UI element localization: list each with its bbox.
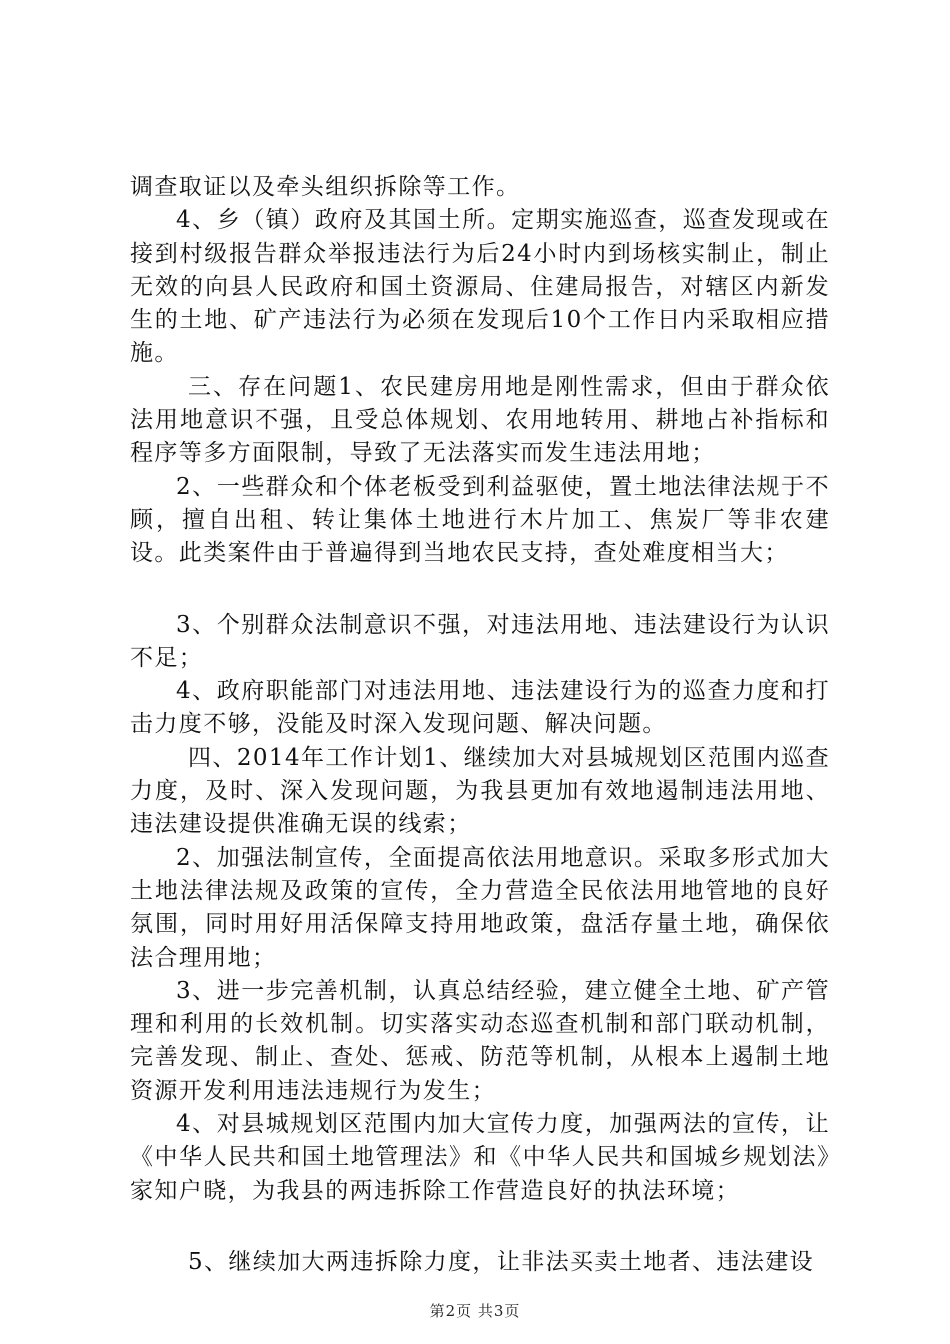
paragraph-section-problems: 三、存在问题1、农民建房用地是刚性需求，但由于群众依法用地意识不强，且受总体规划、农用地转用、耕地占补指标和程序等多方面限制，导致了无法落实而发生违法用地； bbox=[130, 373, 830, 467]
paragraph-problem-4: 4、政府职能部门对违法用地、违法建设行为的巡查力度和打击力度不够，没能及时深入发现问题、解决问题。 bbox=[130, 678, 830, 738]
paragraph-plan-4: 4、对县城规划区范围内加大宣传力度，加强两法的宣传，让《中华人民共和国土地管理法》和《中华人民共和国城乡规划法》家知户晓，为我县的两违拆除工作营造良好的执法环境； bbox=[130, 1111, 830, 1204]
paragraph-plan-5: 5、继续加大两违拆除力度，让非法买卖土地者、违法建设 bbox=[188, 1248, 815, 1275]
page-number-footer: 第2页 共3页 bbox=[429, 1302, 521, 1320]
paragraph-township-duties: 4、乡（镇）政府及其国土所。定期实施巡查，巡查发现或在接到村级报告群众举报违法行为后24小时内到场核实制止，制止无效的向县人民政府和国土资源局、住建局报告，对辖区内新发生的土地、矿产违法行为必须在发现后10个工作日内采取相应措施。 bbox=[130, 207, 830, 367]
paragraph-gap bbox=[130, 571, 830, 609]
paragraph-plan-3: 3、进一步完善机制，认真总结经验，建立健全土地、矿产管理和利用的长效机制。切实落实动态巡查机制和部门联动机制，完善发现、制止、查处、惩戒、防范等机制，从根本上遏制土地资源开发利用违法违规行为发生； bbox=[130, 977, 830, 1104]
paragraph-problem-2: 2、一些群众和个体老板受到利益驱使，置土地法律法规于不顾，擅自出租、转让集体土地进行木片加工、焦炭厂等非农建设。此类案件由于普遍得到当地农民支持，查处难度相当大； bbox=[130, 473, 830, 567]
paragraph-problem-3: 3、个别群众法制意识不强，对违法用地、违法建设行为认识不足； bbox=[130, 611, 830, 671]
paragraph-continuation: 调查取证以及牵头组织拆除等工作。 bbox=[130, 174, 521, 200]
paragraph-section-plan: 四、2014年工作计划1、继续加大对县城规划区范围内巡查力度，及时、深入发现问题，为我县更加有效地遏制违法用地、违法建设提供准确无误的线索； bbox=[130, 744, 830, 838]
document-body bbox=[130, 171, 830, 1279]
paragraph-gap bbox=[130, 1208, 830, 1246]
paragraph-plan-2: 2、加强法制宣传，全面提高依法用地意识。采取多形式加大土地法律法规及政策的宣传，全力营造全民依法用地管地的良好氛围，同时用好用活保障支持用地政策，盘活存量土地，确保依法合理用地； bbox=[130, 844, 830, 971]
